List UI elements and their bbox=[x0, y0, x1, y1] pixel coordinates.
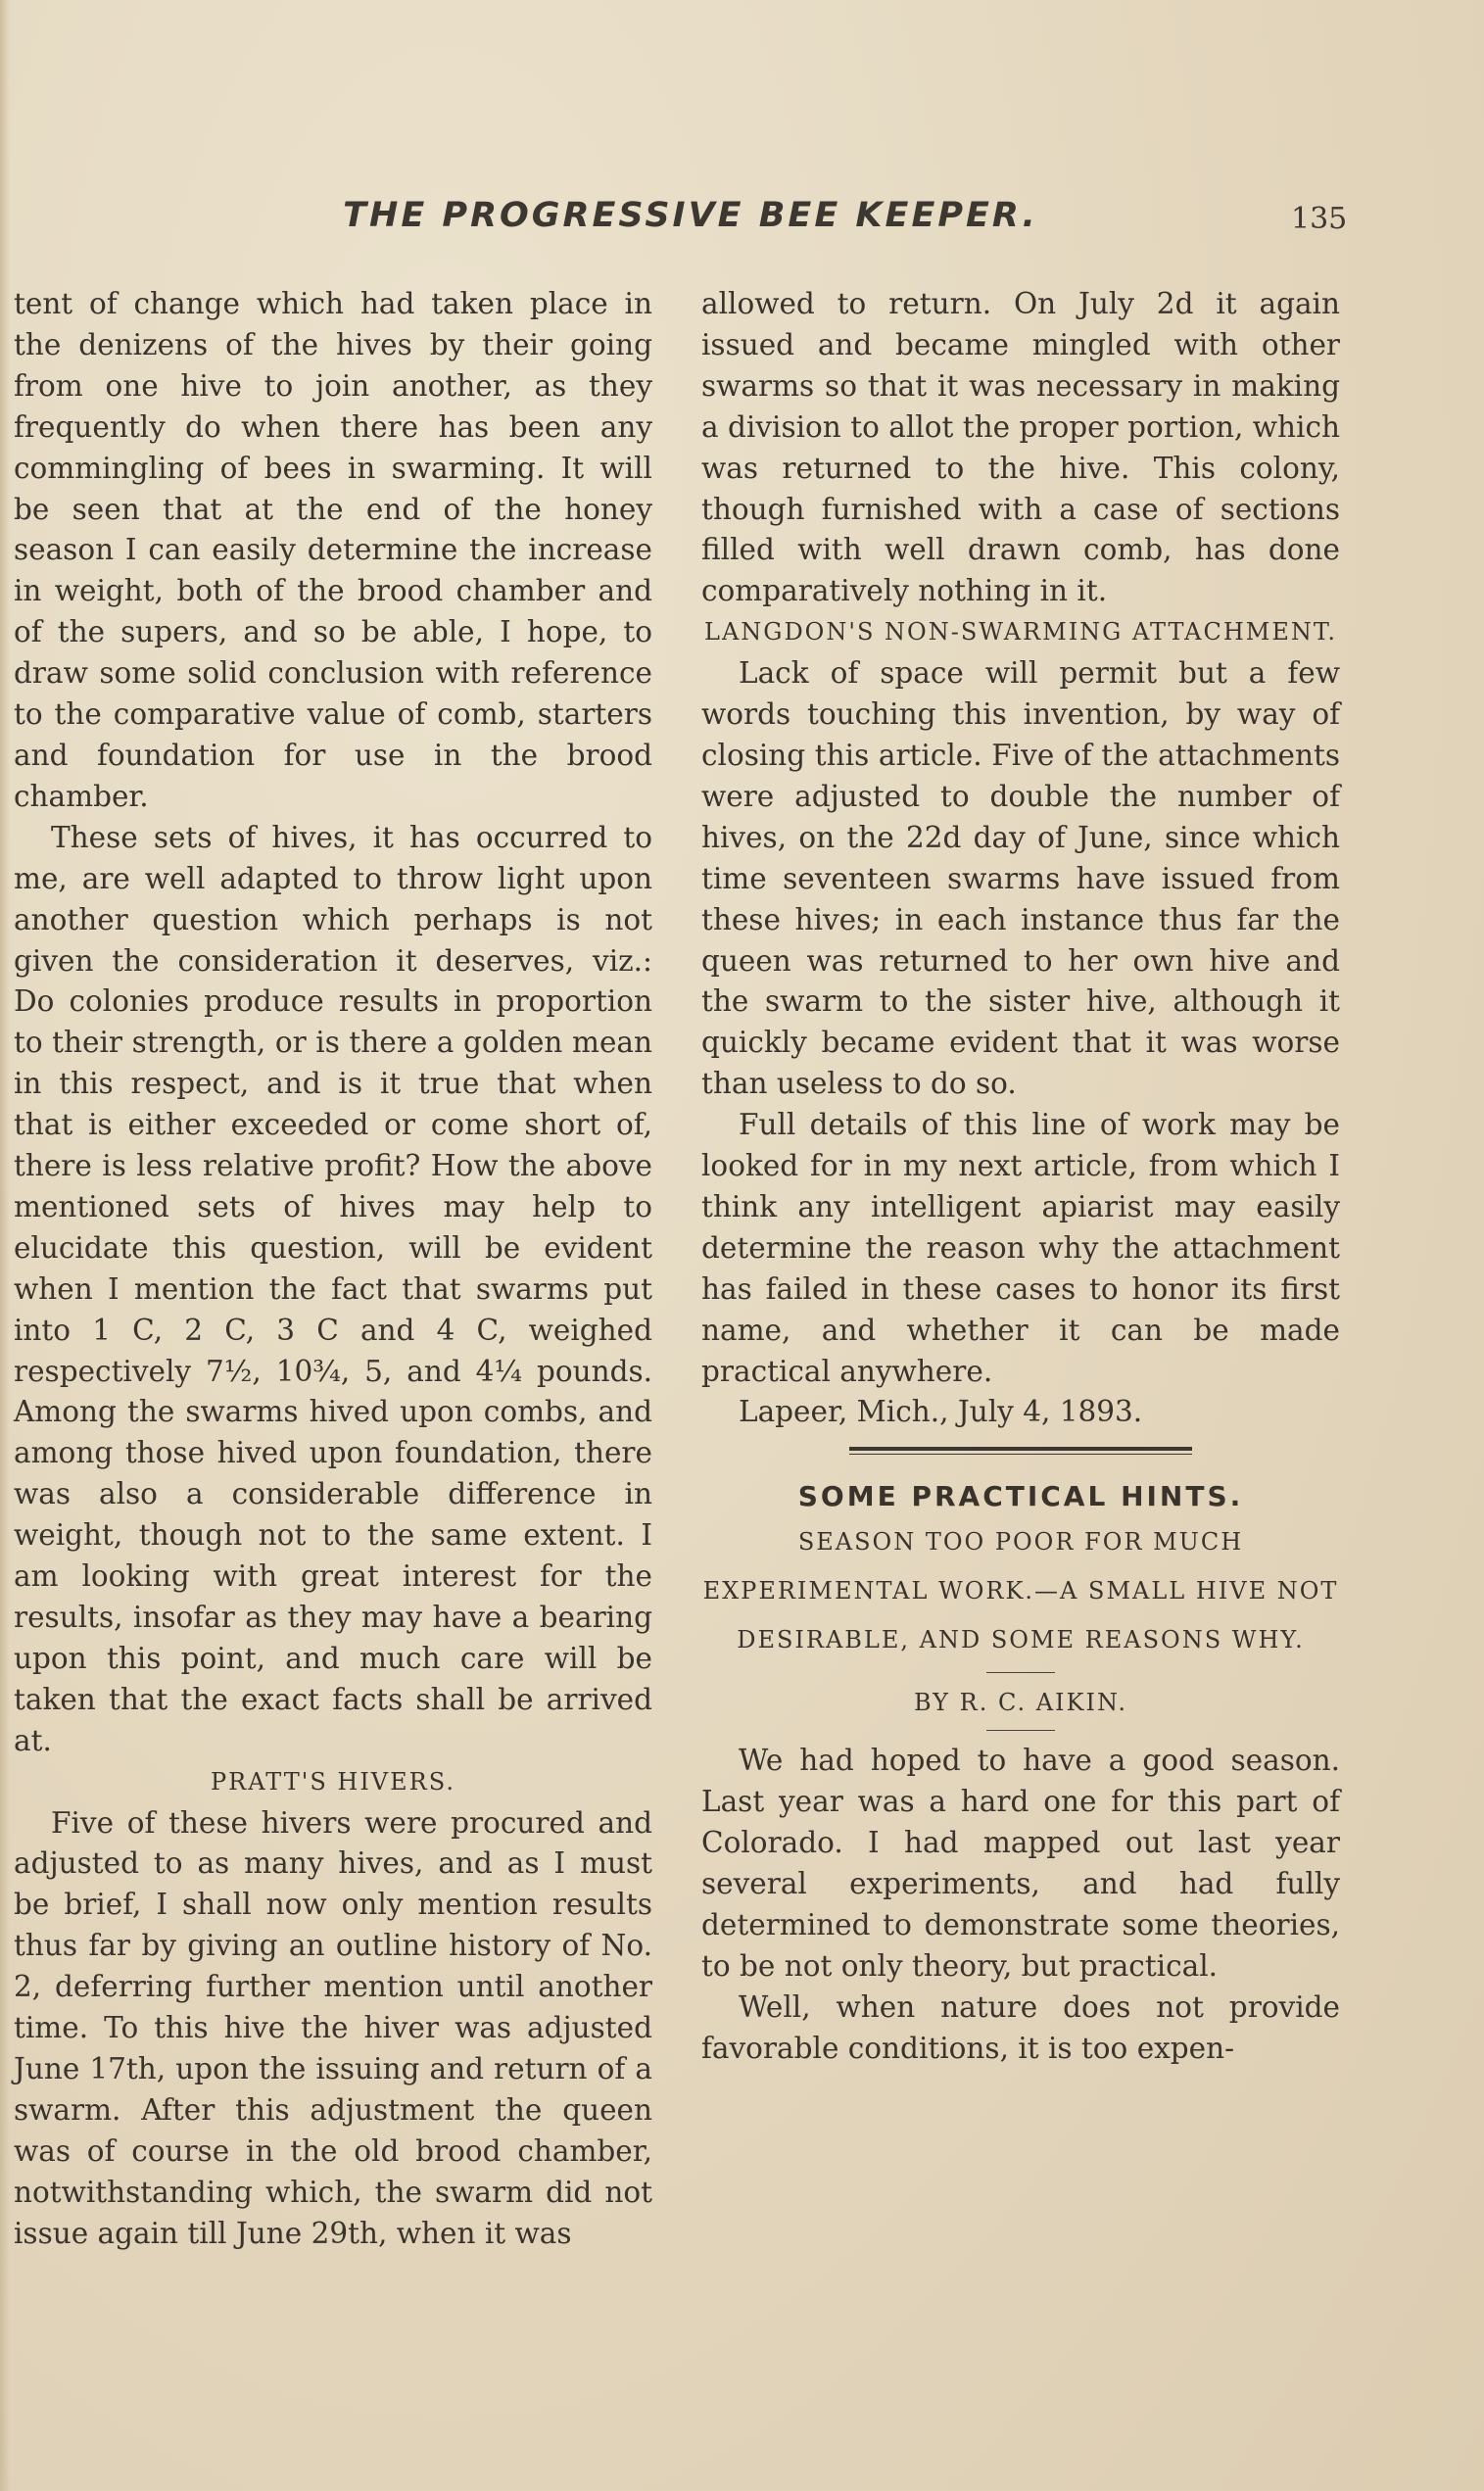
paragraph: Full details of this line of work may be looked for in my next article, from which I think any intelligent apiarist may easily determine the reason why the attachment has failed in these cases to honor its first name, and whether it can be made practical anywhere. bbox=[701, 1108, 1340, 1388]
paragraph: We had hoped to have a good season. Last year was a hard one for this part of Colorado. I had mapped out last year several experiments, and had fully determined to demonstrate some theories, to be not only theory, but practical. bbox=[701, 1744, 1340, 1983]
paragraph: Well, when nature does not provide favorable conditions, it is too expen- bbox=[701, 1989, 1340, 2065]
section-subhead: LANGDON'S NON-SWARMING ATTACHMENT. bbox=[704, 618, 1337, 647]
article-subhead: SEASON TOO POOR FOR MUCH EXPERIMENTAL WORK.—A SMALL HIVE NOT DESIRABLE, AND SOME REASONS WHY. bbox=[702, 1528, 1339, 1654]
short-rule-divider bbox=[986, 1730, 1055, 1731]
paragraph: tent of change which had taken place in the denizens of the hives by their going from one hive to join another, as they frequently do when there has been any commingling of bees in swarming. It will be seen that at the end of the honey season I can easily determine the increase in weight, both of the brood chamber and of the supers, and so be able, I hope, to draw some solid conclusion with reference to the comparative value of comb, starters and foundation for use in the brood chamber. bbox=[14, 287, 652, 813]
page-number: 135 bbox=[1291, 202, 1348, 236]
paragraph: Five of these hivers were procured and adjusted to as many hives, and as I must be brief, I shall now only mention results thus far by giving an outline history of No. 2, deferring further mention until another time. To this hive the hiver was adjusted June 17th, upon the issuing and return of a swarm. After this adjustment the queen was of course in the old brood chamber, notwithstanding which, the swarm did not issue again till June 29th, when it was bbox=[14, 1805, 652, 2250]
dateline: Lapeer, Mich., July 4, 1893. bbox=[739, 1395, 1143, 1429]
article-title: SOME PRACTICAL HINTS. bbox=[797, 1480, 1244, 1513]
paragraph: Lack of space will permit but a few words touching this invention, by way of closing this article. Five of the attachments were adjusted to double the number of hives, on the 22d day of June, since which time seventeen swarms have issued from these hives; in each instance thus far the queen was returned to her own hive and the swarm to the sister hive, although it quickly became evident that it was worse than useless to do so. bbox=[701, 656, 1340, 1101]
double-rule-divider bbox=[849, 1447, 1192, 1455]
section-subhead: PRATT'S HIVERS. bbox=[211, 1767, 455, 1796]
paragraph: allowed to return. On July 2d it again issued and became mingled with other swarms so that it was necessary in making a division to allot the proper portion, which was returned to the hive. This colony, though furnished with a case of sections filled with well drawn comb, has done comparatively nothing in it. bbox=[701, 287, 1340, 608]
page-edge bbox=[0, 0, 10, 2491]
short-rule-divider bbox=[986, 1672, 1055, 1673]
paragraph: These sets of hives, it has occurred to me, are well adapted to throw light upon another question which perhaps is not given the consideration it deserves, viz.: Do colonies produce results in proportion to their strength, or is there a golden mean in this respect, and is it true that when that is either exceeded or come short of, there is less relative profit? How the above mentioned sets of hives may help to elucidate this question, will be evident when I mention the fact that swarms put into 1 C, 2 C, 3 C and 4 C, weighed respectively 7½, 10¾, 5, and 4¼ pounds. Among the swarms hived upon combs, and among those hived upon foundation, there was also a considerable difference in weight, though not to the same extent. I am looking with great interest for the results, insofar as they may have a bearing upon this point, and much care will be taken that the exact facts shall be arrived at. bbox=[14, 820, 652, 1757]
byline: BY R. C. AIKIN. bbox=[913, 1689, 1128, 1717]
left-column bbox=[14, 284, 652, 2255]
right-column bbox=[701, 284, 1340, 2070]
running-title: THE PROGRESSIVE BEE KEEPER. bbox=[343, 196, 1038, 235]
